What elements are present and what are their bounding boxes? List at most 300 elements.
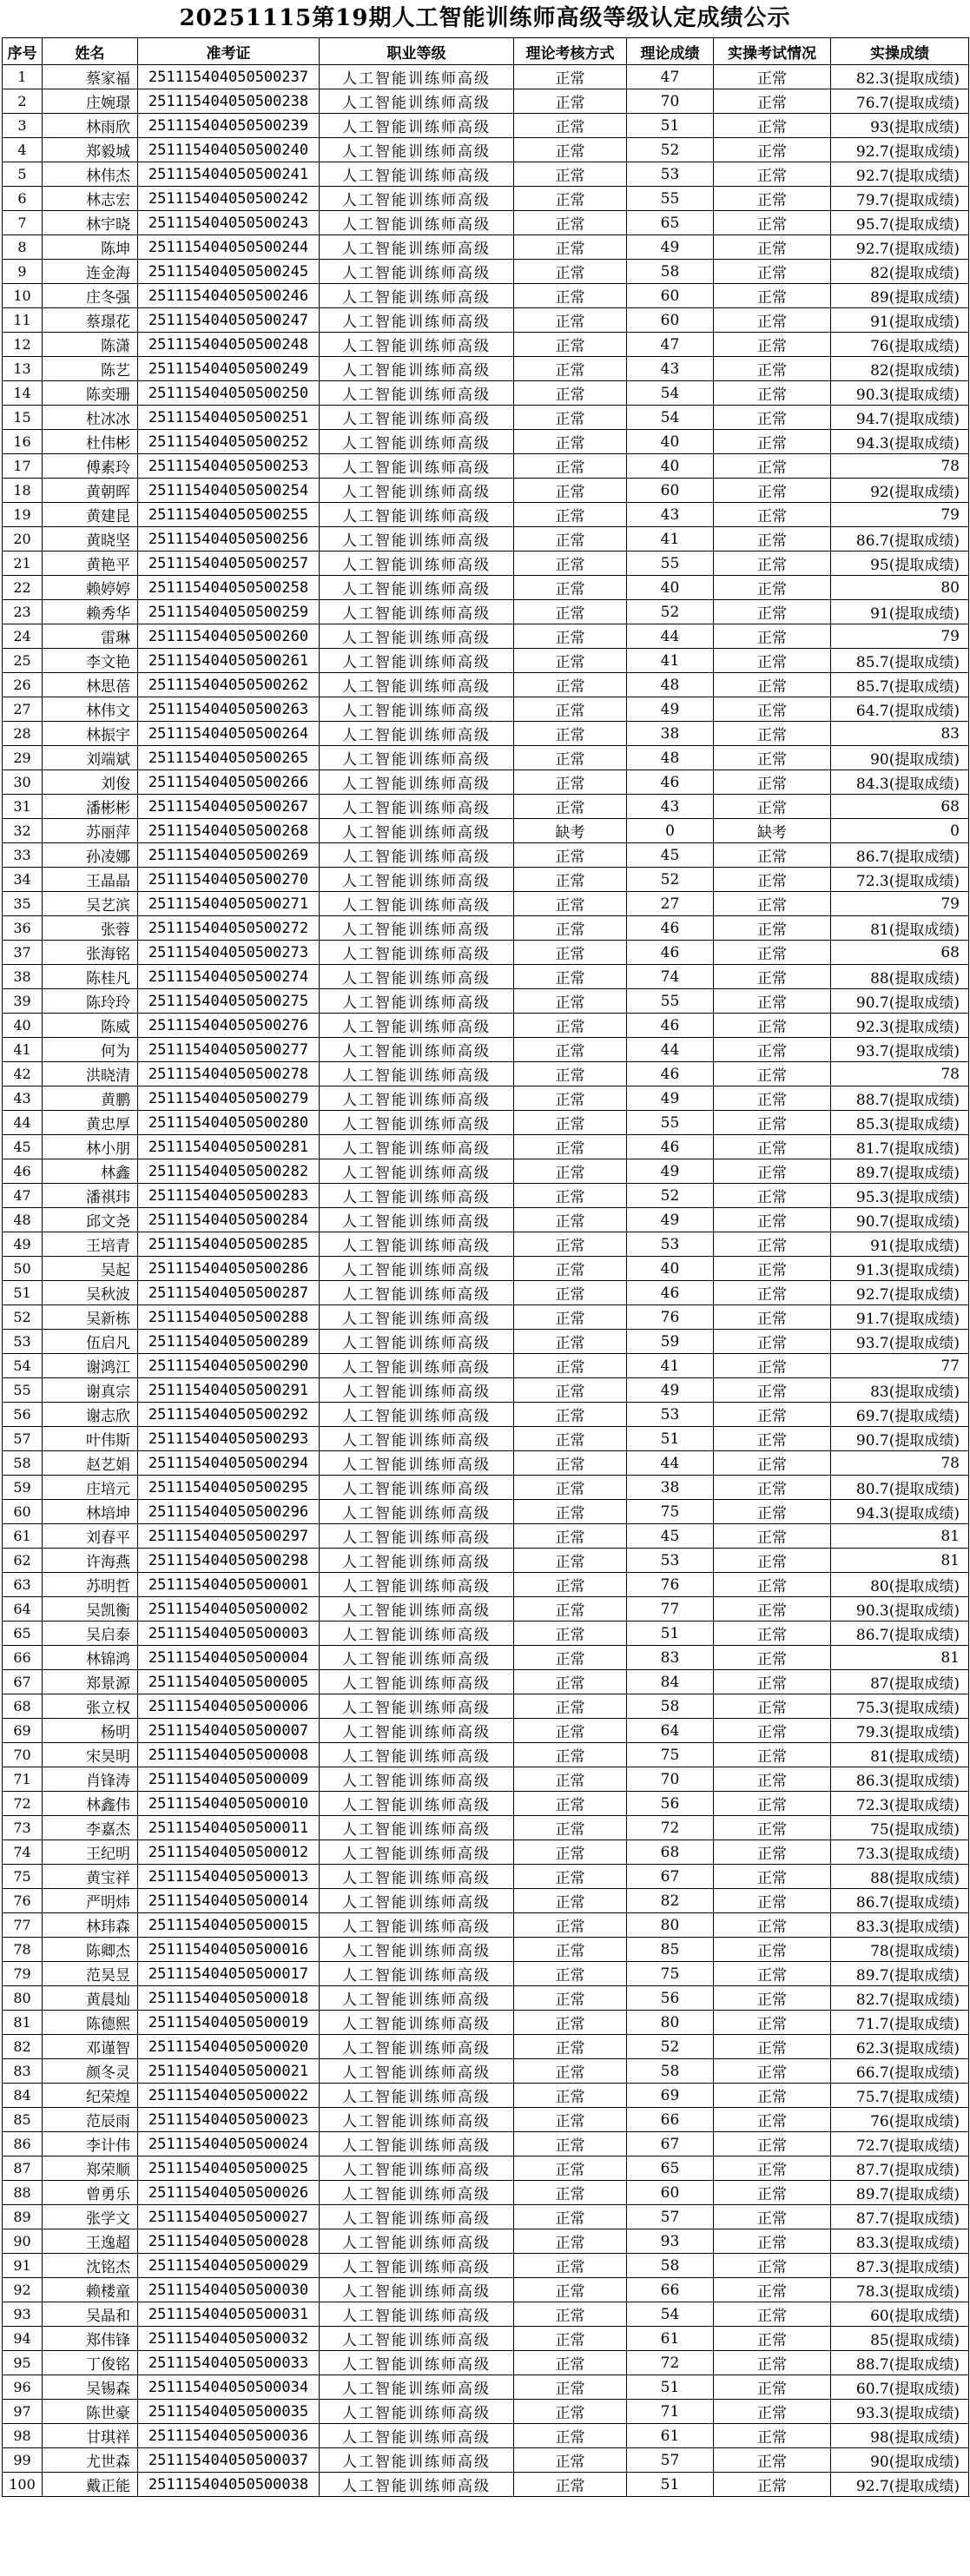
cell-ticket-number: 251115404050500267 xyxy=(138,795,320,819)
cell-index: 72 xyxy=(3,1792,43,1816)
cell-theory-score: 38 xyxy=(627,1476,714,1500)
cell-ticket-number: 251115404050500279 xyxy=(138,1087,320,1111)
table-row xyxy=(3,2254,969,2278)
cell-index: 59 xyxy=(3,1476,43,1500)
cell-ticket-number: 251115404050500276 xyxy=(138,1014,320,1038)
cell-index: 34 xyxy=(3,868,43,892)
cell-theory-exam-mode: 正常 xyxy=(514,795,627,819)
cell-theory-exam-mode: 缺考 xyxy=(514,819,627,843)
cell-occupation-level: 人工智能训练师高级 xyxy=(320,1938,514,1962)
cell-occupation-level: 人工智能训练师高级 xyxy=(320,2011,514,2035)
cell-theory-score: 68 xyxy=(627,1840,714,1865)
cell-theory-exam-mode: 正常 xyxy=(514,2181,627,2205)
cell-theory-exam-mode: 正常 xyxy=(514,1159,627,1184)
cell-practical-status: 正常 xyxy=(714,187,831,211)
cell-occupation-level: 人工智能训练师高级 xyxy=(320,211,514,235)
cell-name: 傅素玲 xyxy=(43,454,138,479)
cell-index: 36 xyxy=(3,916,43,941)
cell-index: 51 xyxy=(3,1281,43,1305)
cell-ticket-number: 251115404050500018 xyxy=(138,1986,320,2011)
cell-occupation-level: 人工智能训练师高级 xyxy=(320,2400,514,2424)
cell-practical-score: 82.3(提取成绩) xyxy=(831,65,969,89)
cell-practical-status: 正常 xyxy=(714,2448,831,2473)
header-theory-exam-mode: 理论考核方式 xyxy=(514,38,627,65)
cell-theory-score: 40 xyxy=(627,454,714,479)
cell-index: 16 xyxy=(3,430,43,454)
cell-theory-exam-mode: 正常 xyxy=(514,1889,627,1913)
cell-index: 24 xyxy=(3,624,43,649)
table-row xyxy=(3,1281,969,1305)
cell-name: 黄鹏 xyxy=(43,1087,138,1111)
cell-theory-score: 47 xyxy=(627,333,714,357)
cell-practical-status: 正常 xyxy=(714,1330,831,1354)
cell-index: 68 xyxy=(3,1694,43,1719)
cell-name: 吴启泰 xyxy=(43,1622,138,1646)
cell-ticket-number: 251115404050500020 xyxy=(138,2035,320,2059)
cell-theory-score: 64 xyxy=(627,1719,714,1743)
cell-theory-score: 58 xyxy=(627,2254,714,2278)
table-row xyxy=(3,1500,969,1524)
cell-ticket-number: 251115404050500035 xyxy=(138,2400,320,2424)
cell-theory-exam-mode: 正常 xyxy=(514,1087,627,1111)
cell-name: 吴锡森 xyxy=(43,2375,138,2400)
cell-theory-score: 85 xyxy=(627,1938,714,1962)
table-row xyxy=(3,649,969,673)
cell-ticket-number: 251115404050500255 xyxy=(138,503,320,527)
cell-occupation-level: 人工智能训练师高级 xyxy=(320,1281,514,1305)
cell-theory-score: 70 xyxy=(627,1767,714,1792)
cell-practical-status: 正常 xyxy=(714,1427,831,1451)
table-row xyxy=(3,1743,969,1767)
cell-theory-exam-mode: 正常 xyxy=(514,1403,627,1427)
cell-practical-status: 正常 xyxy=(714,1549,831,1573)
cell-theory-exam-mode: 正常 xyxy=(514,1646,627,1670)
cell-theory-exam-mode: 正常 xyxy=(514,138,627,162)
cell-theory-score: 74 xyxy=(627,965,714,989)
cell-theory-exam-mode: 正常 xyxy=(514,2302,627,2327)
cell-name: 陈桂凡 xyxy=(43,965,138,989)
cell-name: 林小朋 xyxy=(43,1135,138,1159)
table-row xyxy=(3,1938,969,1962)
header-practical-score: 实操成绩 xyxy=(831,38,969,65)
cell-practical-status: 正常 xyxy=(714,1111,831,1135)
cell-practical-status: 正常 xyxy=(714,211,831,235)
cell-practical-score: 72.3(提取成绩) xyxy=(831,1792,969,1816)
cell-occupation-level: 人工智能训练师高级 xyxy=(320,406,514,430)
cell-name: 谢志欣 xyxy=(43,1403,138,1427)
cell-theory-exam-mode: 正常 xyxy=(514,722,627,746)
cell-practical-status: 正常 xyxy=(714,965,831,989)
table-row xyxy=(3,138,969,162)
cell-theory-exam-mode: 正常 xyxy=(514,2448,627,2473)
table-row xyxy=(3,1087,969,1111)
cell-practical-status: 正常 xyxy=(714,649,831,673)
cell-theory-score: 57 xyxy=(627,2205,714,2229)
cell-name: 蔡璟花 xyxy=(43,308,138,333)
cell-occupation-level: 人工智能训练师高级 xyxy=(320,1670,514,1694)
table-row xyxy=(3,1305,969,1330)
cell-practical-score: 79 xyxy=(831,503,969,527)
cell-theory-exam-mode: 正常 xyxy=(514,1232,627,1257)
cell-occupation-level: 人工智能训练师高级 xyxy=(320,2278,514,2302)
table-row xyxy=(3,770,969,795)
cell-practical-status: 正常 xyxy=(714,2302,831,2327)
cell-name: 曾勇乐 xyxy=(43,2181,138,2205)
cell-theory-score: 65 xyxy=(627,2157,714,2181)
cell-occupation-level: 人工智能训练师高级 xyxy=(320,1232,514,1257)
cell-theory-exam-mode: 正常 xyxy=(514,2108,627,2132)
cell-practical-score: 87.7(提取成绩) xyxy=(831,2205,969,2229)
cell-name: 伍启凡 xyxy=(43,1330,138,1354)
cell-name: 郑伟锋 xyxy=(43,2327,138,2351)
cell-practical-status: 正常 xyxy=(714,65,831,89)
cell-name: 谢鸿江 xyxy=(43,1354,138,1378)
cell-occupation-level: 人工智能训练师高级 xyxy=(320,1451,514,1476)
cell-occupation-level: 人工智能训练师高级 xyxy=(320,746,514,770)
cell-theory-score: 76 xyxy=(627,1573,714,1597)
table-row xyxy=(3,1694,969,1719)
cell-name: 张立权 xyxy=(43,1694,138,1719)
cell-ticket-number: 251115404050500249 xyxy=(138,357,320,381)
cell-theory-score: 40 xyxy=(627,430,714,454)
cell-name: 黄忠厚 xyxy=(43,1111,138,1135)
cell-theory-exam-mode: 正常 xyxy=(514,1257,627,1281)
table-row xyxy=(3,430,969,454)
cell-theory-score: 52 xyxy=(627,600,714,624)
table-row xyxy=(3,162,969,187)
cell-practical-score: 89.7(提取成绩) xyxy=(831,2181,969,2205)
cell-name: 严明炜 xyxy=(43,1889,138,1913)
cell-name: 尤世森 xyxy=(43,2448,138,2473)
cell-practical-score: 92(提取成绩) xyxy=(831,479,969,503)
cell-practical-score: 90.3(提取成绩) xyxy=(831,381,969,406)
table-row xyxy=(3,819,969,843)
cell-theory-score: 54 xyxy=(627,381,714,406)
cell-practical-status: 正常 xyxy=(714,697,831,722)
cell-theory-exam-mode: 正常 xyxy=(514,2229,627,2254)
cell-practical-status: 正常 xyxy=(714,2327,831,2351)
page-title: 20251115第19期人工智能训练师高级等级认定成绩公示 xyxy=(179,5,791,31)
cell-name: 丁俊铭 xyxy=(43,2351,138,2375)
cell-practical-score: 90.7(提取成绩) xyxy=(831,989,969,1014)
cell-practical-status: 正常 xyxy=(714,673,831,697)
cell-ticket-number: 251115404050500298 xyxy=(138,1549,320,1573)
cell-occupation-level: 人工智能训练师高级 xyxy=(320,1524,514,1549)
cell-theory-score: 53 xyxy=(627,162,714,187)
table-row xyxy=(3,1427,969,1451)
cell-practical-status: 正常 xyxy=(714,2035,831,2059)
cell-ticket-number: 251115404050500273 xyxy=(138,941,320,965)
cell-practical-score: 95.3(提取成绩) xyxy=(831,1184,969,1208)
cell-name: 黄晓坚 xyxy=(43,527,138,552)
cell-occupation-level: 人工智能训练师高级 xyxy=(320,624,514,649)
cell-practical-status: 正常 xyxy=(714,2400,831,2424)
table-row xyxy=(3,989,969,1014)
cell-theory-exam-mode: 正常 xyxy=(514,1524,627,1549)
cell-practical-status: 正常 xyxy=(714,1014,831,1038)
cell-ticket-number: 251115404050500294 xyxy=(138,1451,320,1476)
cell-name: 陈潇 xyxy=(43,333,138,357)
cell-name: 潘祺玮 xyxy=(43,1184,138,1208)
cell-index: 78 xyxy=(3,1938,43,1962)
cell-theory-exam-mode: 正常 xyxy=(514,162,627,187)
table-row xyxy=(3,1524,969,1549)
cell-practical-score: 92.7(提取成绩) xyxy=(831,138,969,162)
cell-practical-status: 正常 xyxy=(714,406,831,430)
table-row xyxy=(3,2424,969,2448)
cell-theory-exam-mode: 正常 xyxy=(514,2011,627,2035)
cell-practical-score: 93.7(提取成绩) xyxy=(831,1330,969,1354)
cell-practical-status: 正常 xyxy=(714,260,831,284)
cell-theory-score: 48 xyxy=(627,746,714,770)
cell-index: 87 xyxy=(3,2157,43,2181)
cell-occupation-level: 人工智能训练师高级 xyxy=(320,892,514,916)
cell-ticket-number: 251115404050500275 xyxy=(138,989,320,1014)
cell-ticket-number: 251115404050500036 xyxy=(138,2424,320,2448)
cell-practical-status: 正常 xyxy=(714,527,831,552)
cell-index: 42 xyxy=(3,1062,43,1087)
cell-occupation-level: 人工智能训练师高级 xyxy=(320,260,514,284)
cell-name: 甘琪祥 xyxy=(43,2424,138,2448)
cell-name: 宋昊明 xyxy=(43,1743,138,1767)
cell-theory-exam-mode: 正常 xyxy=(514,1281,627,1305)
cell-index: 93 xyxy=(3,2302,43,2327)
cell-practical-status: 正常 xyxy=(714,2084,831,2108)
cell-ticket-number: 251115404050500290 xyxy=(138,1354,320,1378)
cell-occupation-level: 人工智能训练师高级 xyxy=(320,1038,514,1062)
table-row xyxy=(3,795,969,819)
cell-practical-status: 正常 xyxy=(714,2205,831,2229)
cell-theory-score: 46 xyxy=(627,916,714,941)
cell-theory-score: 56 xyxy=(627,1792,714,1816)
cell-name: 王晶晶 xyxy=(43,868,138,892)
cell-ticket-number: 251115404050500289 xyxy=(138,1330,320,1354)
cell-practical-score: 91(提取成绩) xyxy=(831,1232,969,1257)
cell-name: 吴凯衡 xyxy=(43,1597,138,1622)
cell-practical-score: 80.7(提取成绩) xyxy=(831,1476,969,1500)
cell-theory-exam-mode: 正常 xyxy=(514,1330,627,1354)
table-row xyxy=(3,2278,969,2302)
table-row xyxy=(3,2181,969,2205)
cell-index: 7 xyxy=(3,211,43,235)
cell-practical-score: 82.7(提取成绩) xyxy=(831,1986,969,2011)
table-row xyxy=(3,260,969,284)
cell-practical-status: 正常 xyxy=(714,503,831,527)
cell-practical-score: 95(提取成绩) xyxy=(831,552,969,576)
cell-ticket-number: 251115404050500262 xyxy=(138,673,320,697)
cell-theory-exam-mode: 正常 xyxy=(514,746,627,770)
cell-theory-exam-mode: 正常 xyxy=(514,1038,627,1062)
cell-occupation-level: 人工智能训练师高级 xyxy=(320,795,514,819)
cell-index: 10 xyxy=(3,284,43,308)
cell-name: 赵艺娟 xyxy=(43,1451,138,1476)
cell-practical-score: 83 xyxy=(831,722,969,746)
table-row xyxy=(3,1378,969,1403)
cell-index: 79 xyxy=(3,1962,43,1986)
cell-practical-score: 88(提取成绩) xyxy=(831,1865,969,1889)
cell-practical-status: 正常 xyxy=(714,600,831,624)
cell-theory-score: 53 xyxy=(627,1232,714,1257)
cell-index: 49 xyxy=(3,1232,43,1257)
table-row xyxy=(3,211,969,235)
cell-index: 99 xyxy=(3,2448,43,2473)
table-row xyxy=(3,868,969,892)
cell-theory-score: 67 xyxy=(627,2132,714,2157)
cell-theory-score: 76 xyxy=(627,1305,714,1330)
cell-ticket-number: 251115404050500259 xyxy=(138,600,320,624)
cell-practical-status: 正常 xyxy=(714,1257,831,1281)
cell-theory-score: 38 xyxy=(627,722,714,746)
cell-name: 黄朝晖 xyxy=(43,479,138,503)
cell-occupation-level: 人工智能训练师高级 xyxy=(320,454,514,479)
cell-name: 林振宇 xyxy=(43,722,138,746)
cell-practical-status: 正常 xyxy=(714,2157,831,2181)
cell-practical-status: 正常 xyxy=(714,624,831,649)
cell-occupation-level: 人工智能训练师高级 xyxy=(320,2157,514,2181)
cell-ticket-number: 251115404050500030 xyxy=(138,2278,320,2302)
cell-name: 林雨欣 xyxy=(43,114,138,138)
table-row xyxy=(3,2302,969,2327)
cell-occupation-level: 人工智能训练师高级 xyxy=(320,1330,514,1354)
cell-occupation-level: 人工智能训练师高级 xyxy=(320,2229,514,2254)
cell-theory-score: 47 xyxy=(627,65,714,89)
cell-index: 22 xyxy=(3,576,43,600)
cell-ticket-number: 251115404050500245 xyxy=(138,260,320,284)
cell-theory-exam-mode: 正常 xyxy=(514,2254,627,2278)
cell-practical-score: 71.7(提取成绩) xyxy=(831,2011,969,2035)
cell-practical-status: 正常 xyxy=(714,941,831,965)
cell-index: 58 xyxy=(3,1451,43,1476)
cell-index: 66 xyxy=(3,1646,43,1670)
cell-name: 连金海 xyxy=(43,260,138,284)
cell-name: 孙凌娜 xyxy=(43,843,138,868)
cell-ticket-number: 251115404050500008 xyxy=(138,1743,320,1767)
cell-index: 81 xyxy=(3,2011,43,2035)
cell-ticket-number: 251115404050500024 xyxy=(138,2132,320,2157)
cell-ticket-number: 251115404050500288 xyxy=(138,1305,320,1330)
cell-name: 郑景源 xyxy=(43,1670,138,1694)
cell-practical-score: 60.7(提取成绩) xyxy=(831,2375,969,2400)
cell-ticket-number: 251115404050500021 xyxy=(138,2059,320,2084)
cell-theory-score: 61 xyxy=(627,2327,714,2351)
cell-occupation-level: 人工智能训练师高级 xyxy=(320,1840,514,1865)
cell-theory-score: 48 xyxy=(627,673,714,697)
cell-name: 陈卿杰 xyxy=(43,1938,138,1962)
cell-ticket-number: 251115404050500034 xyxy=(138,2375,320,2400)
cell-index: 8 xyxy=(3,235,43,260)
cell-practical-score: 82(提取成绩) xyxy=(831,357,969,381)
cell-practical-score: 69.7(提取成绩) xyxy=(831,1403,969,1427)
cell-theory-score: 59 xyxy=(627,1330,714,1354)
cell-name: 杜冰冰 xyxy=(43,406,138,430)
cell-occupation-level: 人工智能训练师高级 xyxy=(320,2448,514,2473)
cell-index: 5 xyxy=(3,162,43,187)
cell-practical-score: 79.7(提取成绩) xyxy=(831,187,969,211)
table-row xyxy=(3,624,969,649)
cell-practical-score: 92.7(提取成绩) xyxy=(831,1281,969,1305)
cell-occupation-level: 人工智能训练师高级 xyxy=(320,2327,514,2351)
cell-index: 86 xyxy=(3,2132,43,2157)
table-row xyxy=(3,600,969,624)
cell-index: 44 xyxy=(3,1111,43,1135)
cell-theory-score: 40 xyxy=(627,576,714,600)
cell-practical-score: 76(提取成绩) xyxy=(831,2108,969,2132)
cell-practical-score: 78 xyxy=(831,454,969,479)
cell-index: 13 xyxy=(3,357,43,381)
cell-index: 67 xyxy=(3,1670,43,1694)
cell-index: 56 xyxy=(3,1403,43,1427)
cell-name: 沈铭杰 xyxy=(43,2254,138,2278)
cell-name: 林志宏 xyxy=(43,187,138,211)
cell-name: 林伟文 xyxy=(43,697,138,722)
cell-theory-exam-mode: 正常 xyxy=(514,989,627,1014)
cell-index: 80 xyxy=(3,1986,43,2011)
cell-theory-score: 52 xyxy=(627,2035,714,2059)
table-row xyxy=(3,333,969,357)
cell-name: 林玮森 xyxy=(43,1913,138,1938)
table-row xyxy=(3,1962,969,1986)
cell-practical-status: 正常 xyxy=(714,1281,831,1305)
cell-theory-exam-mode: 正常 xyxy=(514,843,627,868)
cell-index: 29 xyxy=(3,746,43,770)
cell-practical-score: 83(提取成绩) xyxy=(831,1378,969,1403)
cell-ticket-number: 251115404050500007 xyxy=(138,1719,320,1743)
cell-theory-exam-mode: 正常 xyxy=(514,479,627,503)
cell-index: 30 xyxy=(3,770,43,795)
cell-theory-exam-mode: 正常 xyxy=(514,1913,627,1938)
cell-practical-status: 正常 xyxy=(714,1743,831,1767)
cell-practical-status: 正常 xyxy=(714,333,831,357)
cell-theory-exam-mode: 正常 xyxy=(514,333,627,357)
cell-occupation-level: 人工智能训练师高级 xyxy=(320,989,514,1014)
cell-theory-score: 77 xyxy=(627,1597,714,1622)
cell-practical-score: 87.7(提取成绩) xyxy=(831,2157,969,2181)
cell-index: 89 xyxy=(3,2205,43,2229)
cell-practical-status: 正常 xyxy=(714,2254,831,2278)
header-occupation-level: 职业等级 xyxy=(320,38,514,65)
cell-practical-status: 正常 xyxy=(714,2132,831,2157)
cell-theory-exam-mode: 正常 xyxy=(514,1986,627,2011)
cell-occupation-level: 人工智能训练师高级 xyxy=(320,868,514,892)
table-row xyxy=(3,941,969,965)
cell-ticket-number: 251115404050500284 xyxy=(138,1208,320,1232)
cell-occupation-level: 人工智能训练师高级 xyxy=(320,2473,514,2497)
cell-theory-score: 55 xyxy=(627,552,714,576)
cell-theory-score: 49 xyxy=(627,1087,714,1111)
header-practical-status: 实操考试情况 xyxy=(714,38,831,65)
cell-name: 吴秋波 xyxy=(43,1281,138,1305)
cell-index: 19 xyxy=(3,503,43,527)
cell-index: 3 xyxy=(3,114,43,138)
cell-occupation-level: 人工智能训练师高级 xyxy=(320,333,514,357)
cell-index: 35 xyxy=(3,892,43,916)
cell-index: 9 xyxy=(3,260,43,284)
cell-index: 1 xyxy=(3,65,43,89)
cell-practical-score: 85(提取成绩) xyxy=(831,2327,969,2351)
cell-name: 谢真宗 xyxy=(43,1378,138,1403)
cell-ticket-number: 251115404050500025 xyxy=(138,2157,320,2181)
cell-practical-score: 62.3(提取成绩) xyxy=(831,2035,969,2059)
cell-occupation-level: 人工智能训练师高级 xyxy=(320,187,514,211)
cell-ticket-number: 251115404050500270 xyxy=(138,868,320,892)
cell-practical-score: 88.7(提取成绩) xyxy=(831,2351,969,2375)
cell-occupation-level: 人工智能训练师高级 xyxy=(320,479,514,503)
table-row xyxy=(3,2375,969,2400)
cell-theory-exam-mode: 正常 xyxy=(514,2205,627,2229)
table-row xyxy=(3,1062,969,1087)
cell-index: 38 xyxy=(3,965,43,989)
table-row xyxy=(3,406,969,430)
